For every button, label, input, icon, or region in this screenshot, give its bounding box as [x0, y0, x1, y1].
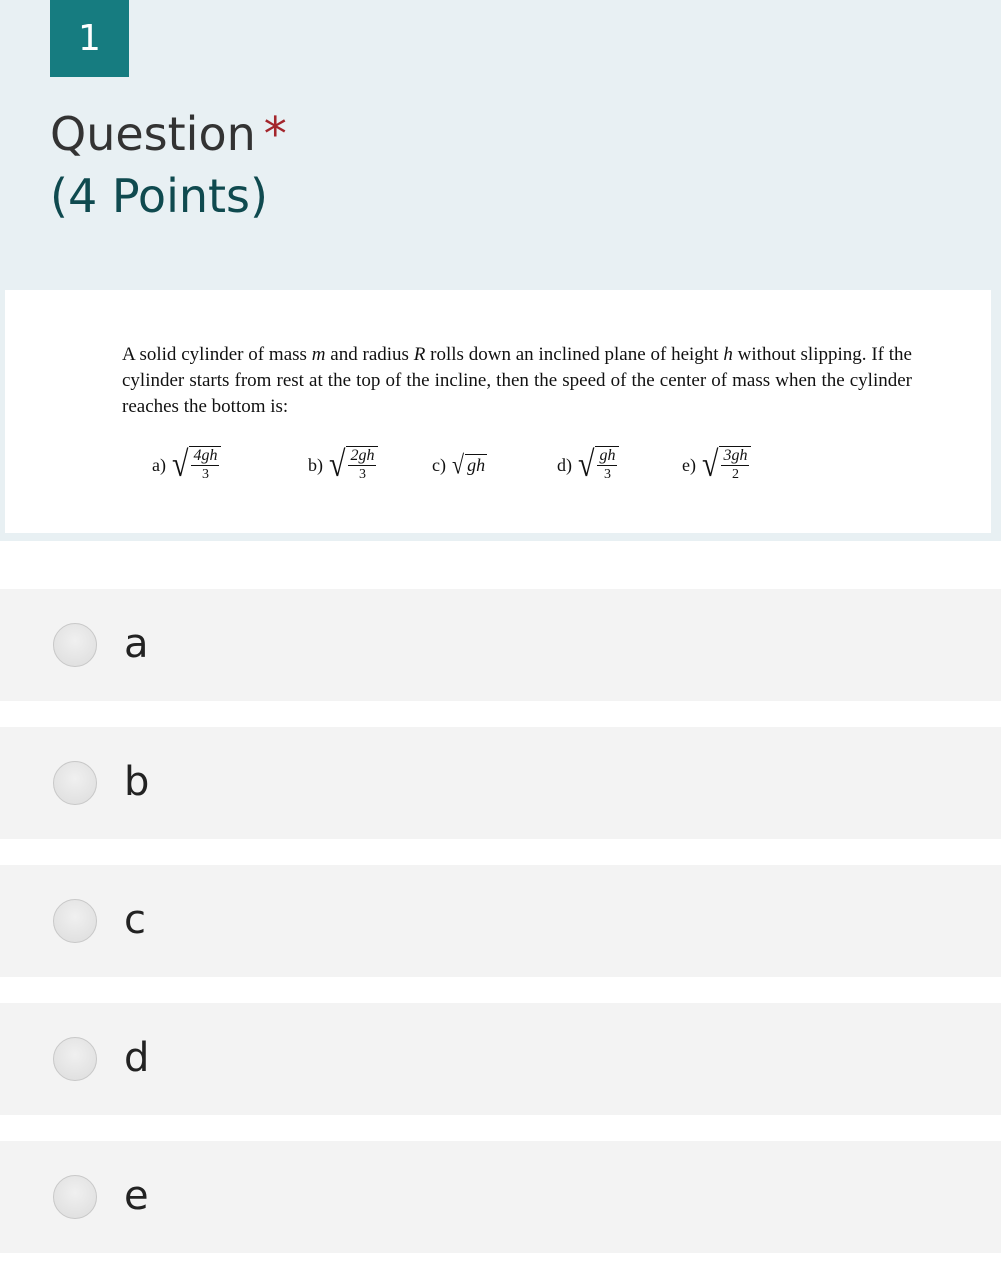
option-label: a	[124, 621, 149, 667]
math-choice-a	[152, 435, 221, 495]
denominator: 3	[603, 467, 611, 482]
math-choice-label: c)	[432, 454, 446, 475]
option-c[interactable]	[0, 865, 1001, 977]
fraction	[189, 446, 221, 484]
denominator: 3	[201, 467, 209, 482]
math-choice-label: d)	[557, 454, 572, 475]
math-choice-label: b)	[308, 454, 323, 475]
option-label: e	[124, 1173, 149, 1219]
radio-button[interactable]	[53, 761, 97, 805]
question-text-part: without slipping. If the cylinder starts from rest at the top of the incline, then the speed of the center of mass when the cylinder reaches the bottom is:	[122, 344, 912, 417]
radio-button[interactable]	[53, 623, 97, 667]
sqrt-icon: √	[701, 444, 719, 485]
math-choice-label: e)	[682, 454, 696, 475]
sqrt-icon: √	[451, 449, 465, 480]
fraction	[719, 446, 751, 484]
math-choice-label: a)	[152, 454, 166, 475]
variable-h: h	[723, 344, 733, 365]
radio-button[interactable]	[53, 1175, 97, 1219]
denominator: 2	[731, 467, 739, 482]
variable-m: m	[311, 344, 326, 365]
numerator: gh	[599, 447, 616, 464]
question-title	[50, 106, 287, 162]
option-label: c	[124, 897, 146, 943]
option-b[interactable]	[0, 727, 1001, 839]
question-title-text: Question	[50, 107, 256, 161]
question-body-text	[122, 342, 912, 420]
sqrt-icon: √	[329, 444, 346, 485]
question-text-part: A solid cylinder of mass	[122, 344, 312, 365]
numerator: 3gh	[723, 447, 748, 464]
option-a[interactable]	[0, 589, 1001, 701]
question-image	[5, 290, 991, 533]
math-choice-c	[432, 435, 487, 495]
fraction	[595, 446, 619, 484]
option-d[interactable]	[0, 1003, 1001, 1115]
fraction	[346, 446, 378, 484]
radio-button[interactable]	[53, 1037, 97, 1081]
question-header	[0, 0, 1001, 541]
option-label: d	[124, 1035, 150, 1081]
variable-r: R	[413, 344, 426, 365]
math-choices-row	[5, 435, 991, 495]
math-choice-b	[308, 435, 378, 495]
option-label: b	[124, 759, 150, 805]
question-points: (4 Points)	[50, 169, 268, 223]
math-choice-d	[557, 435, 619, 495]
numerator: 4gh	[193, 447, 218, 464]
question-text-part: rolls down an inclined plane of height	[425, 344, 724, 365]
sqrt-icon: √	[578, 444, 595, 485]
numerator: 2gh	[350, 447, 375, 464]
radio-button[interactable]	[53, 899, 97, 943]
question-text-part: and radius	[325, 344, 414, 365]
sqrt-icon: √	[171, 444, 189, 485]
option-e[interactable]	[0, 1141, 1001, 1253]
denominator: 3	[358, 467, 366, 482]
required-mark: *	[263, 107, 287, 161]
math-choice-e	[682, 435, 751, 495]
sqrt-expression: gh	[467, 455, 486, 475]
question-number-badge: 1	[50, 0, 129, 77]
